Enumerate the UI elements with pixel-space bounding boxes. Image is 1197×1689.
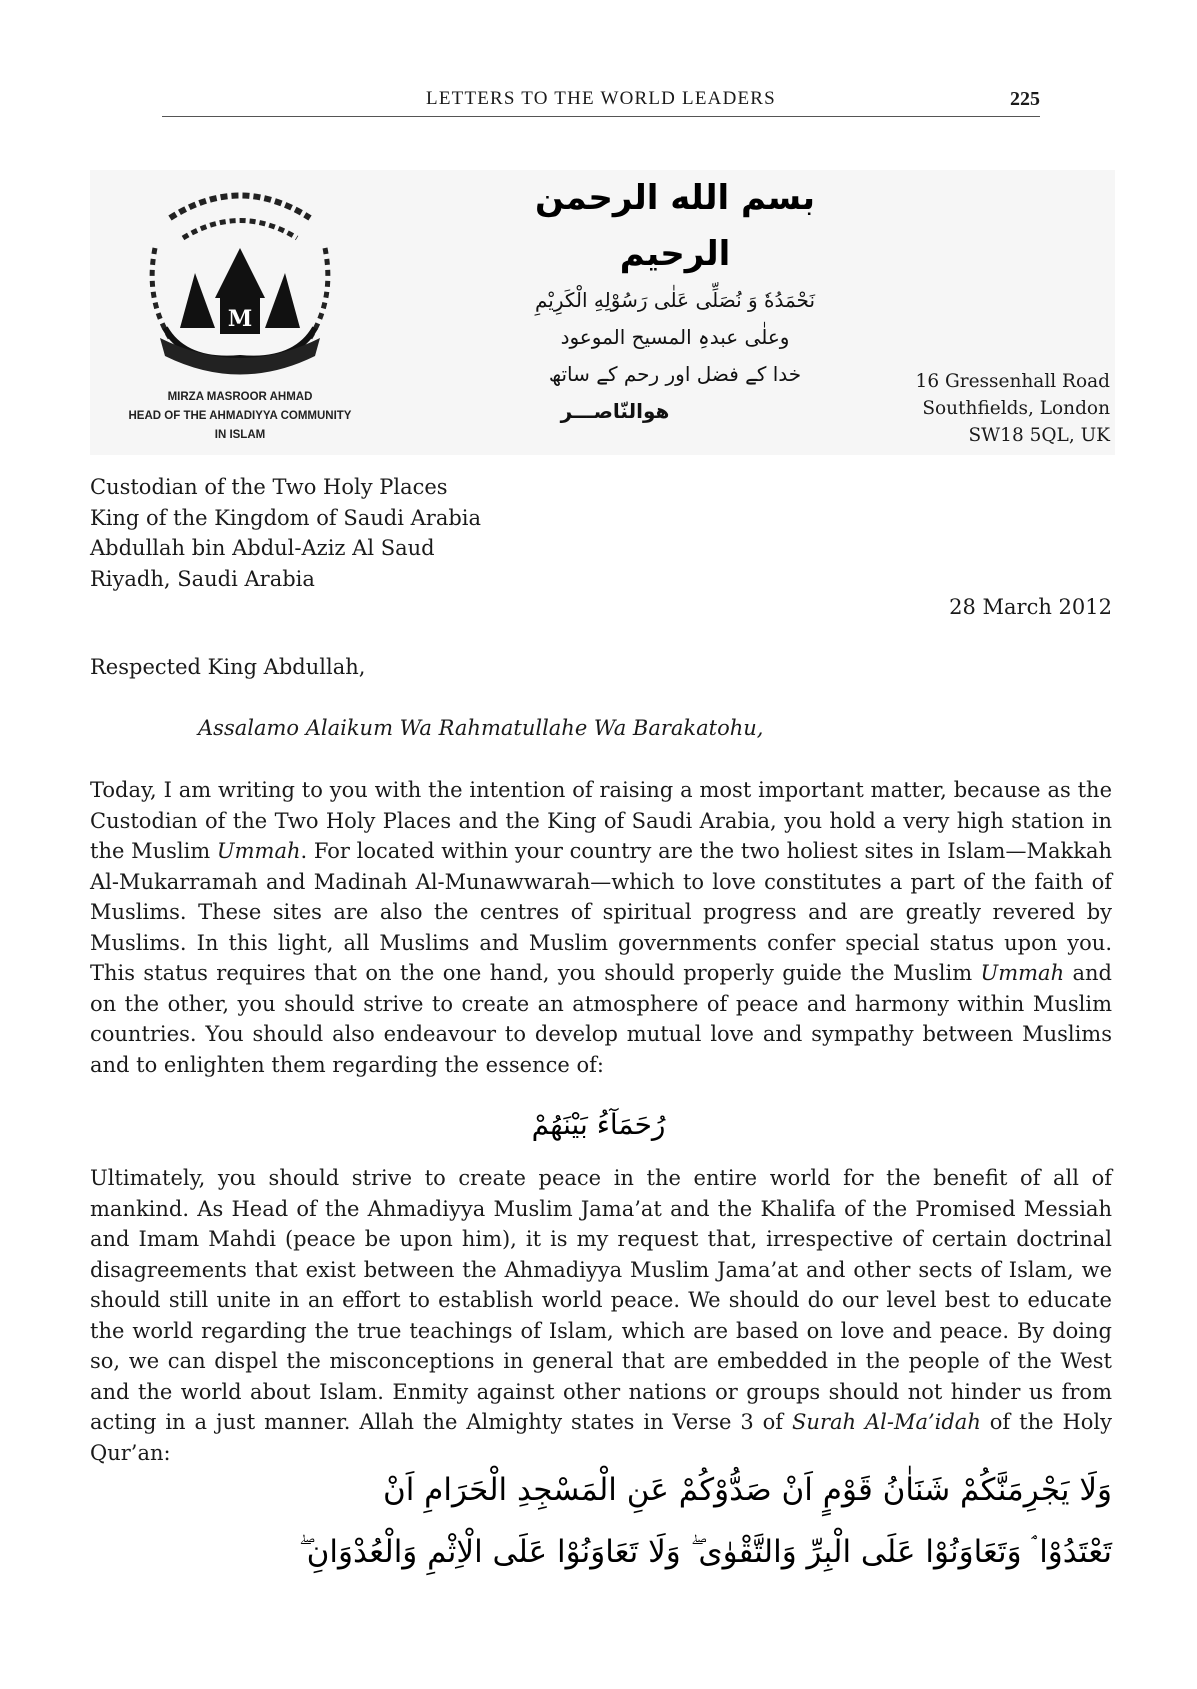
invocation <box>495 170 855 430</box>
ahmadiyya-emblem-icon <box>135 178 345 383</box>
address-line: 16 Gressenhall Road <box>915 371 1110 392</box>
sender-title: HEAD OF THE AHMADIYYA COMMUNITY <box>128 410 352 422</box>
letterhead <box>90 170 1115 455</box>
recipient-line: Riyadh, Saudi Arabia <box>90 566 315 591</box>
sender-address <box>916 368 1110 449</box>
running-title: LETTERS TO THE WORLD LEADERS <box>426 88 776 109</box>
recipient-line: Custodian of the Two Holy Places <box>90 475 448 499</box>
recipient-line: Abdullah bin Abdul-Aziz Al Saud <box>90 536 435 560</box>
italic-term: Ummah <box>216 839 301 863</box>
bismillah: بسم الله الرحمن الرحيم <box>534 178 816 274</box>
invocation-line: ھوالنّاصـــر <box>560 399 670 423</box>
svg-text:M: M <box>227 306 253 332</box>
arabic-phrase: رُحَمَآءُ بَيْنَهُمْ <box>531 1108 666 1141</box>
recipient-block <box>90 472 481 594</box>
paragraph-text: and on the other, you should strive to create an atmosphere of peace and harmony within Muslim countries. You should also endeavour to develop mutual love and sympathy between Muslims and to enlighten them regarding the essence of: <box>90 961 1112 1077</box>
invocation-line: وعلٰی عبدہِ المسیح الموعود <box>560 325 790 349</box>
sender-block <box>90 388 390 445</box>
page-number: 225 <box>1010 88 1040 110</box>
address-line: Southfields, London <box>922 398 1110 419</box>
letter-date: 28 March 2012 <box>949 595 1112 619</box>
italic-term: Surah Al-Ma’idah <box>792 1410 981 1434</box>
running-head <box>162 88 1040 117</box>
paragraph-text: Ultimately, you should strive to create peace in the entire world for the benefit of all of mankind. As Head of the Ahmadiyya Muslim Jama’at and the Khalifa of the Promised Messiah and Imam Mahdi (peace be upon him), it is my request that, irrespective of certain doctrinal disagreements that exist between the Ahmadiyya Muslim Jama’at and other sects of Islam, we should still unite in an effort to establish world peace. We should do our level best to educate the world regarding the true teachings of Islam, which are based on love and peace. By doing so, we can dispel the misconceptions in general that are embedded in the people of the West and the world about Islam. Enmity against other nations or groups should not hinder us from acting in a just manner. Allah the Almighty states in Verse 3 of <box>90 1166 1112 1434</box>
paragraph-2 <box>90 1163 1112 1468</box>
quran-verse-line: وَلَا يَجْرِمَنَّكُمْ شَنَاٰنُ قَوْمٍ اَنْ صَدُّوْكُمْ عَنِ الْمَسْجِدِ الْحَرَامِ اَنْ <box>382 1472 1112 1508</box>
address-line: SW18 5QL, UK <box>968 425 1110 446</box>
paragraph-1 <box>90 775 1112 1080</box>
sender-name: MIRZA MASROOR AHMAD <box>167 391 313 403</box>
sender-title-cont: IN ISLAM <box>214 429 266 441</box>
greeting: Assalamo Alaikum Wa Rahmatullahe Wa Barakatohu, <box>198 716 764 740</box>
italic-term: Ummah <box>980 961 1065 985</box>
quran-verse-line: تَعْتَدُوْا ۘ وَتَعَاوَنُوْا عَلَى الْبِرِّ وَالتَّقْوٰى ۖ وَلَا تَعَاوَنُوْا عَلَى الْاِثْمِ وَالْعُدْوَانِ ۖ <box>298 1534 1112 1570</box>
paragraph-text: of the Holy Qur’an: <box>90 1410 1112 1465</box>
invocation-line: نَحْمَدُهٗ وَ نُصَلِّی عَلٰی رَسُوْلِهِ الْكَرِيْمِ <box>534 288 816 312</box>
recipient-line: King of the Kingdom of Saudi Arabia <box>90 505 482 530</box>
invocation-line: خدا کے فضل اور رحم کے ساتھ <box>548 362 802 386</box>
salutation: Respected King Abdullah, <box>90 655 366 679</box>
paragraph-text: Today, I am writing to you with the intention of raising a most important matter, because as the Custodian of the Two Holy Places and the King of Saudi Arabia, you hold a very high station in the Muslim <box>90 778 1112 863</box>
paragraph-text: . For located within your country are the two holiest sites in Islam—Makkah Al-Mukarramah and Madinah Al-Munawwarah—which to love constitutes a part of the faith of Muslims. These sites are also the centres of spiritual progress and are greatly revered by Muslims. In this light, all Muslims and Muslim governments confer special status upon you. This status requires that on the one hand, you should properly guide the Muslim <box>90 839 1112 985</box>
